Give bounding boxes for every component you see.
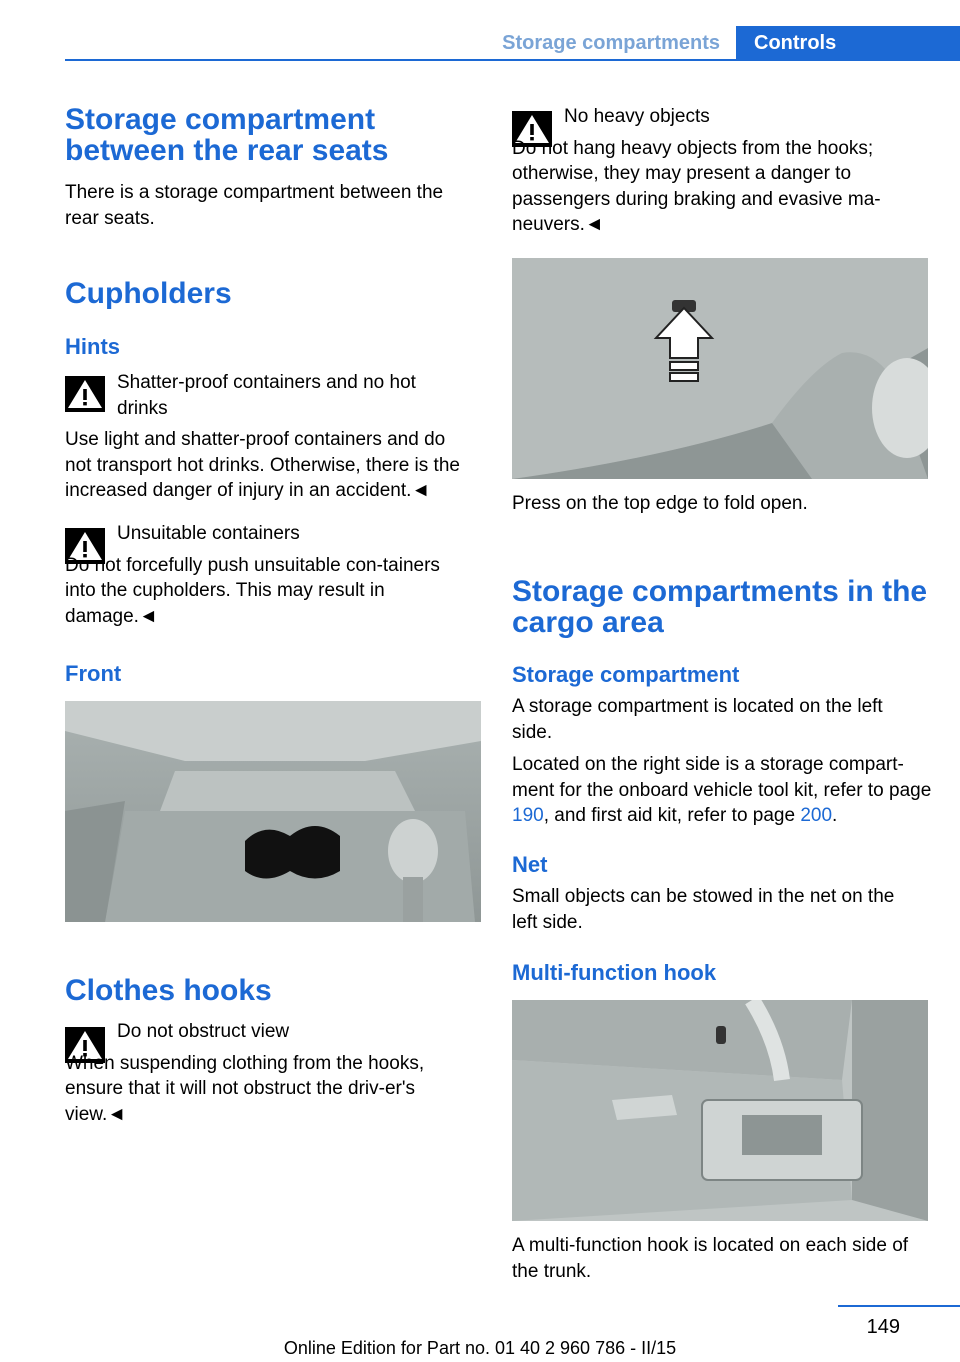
warning-title: Unsuitable containers — [117, 523, 300, 544]
clothes-hooks-heading: Clothes hooks — [65, 974, 272, 1007]
warning-text: Do not hang heavy objects from the hooks; otherwise, they may present a danger to passengers during braking and evasive ma-neuvers.◄ — [512, 137, 881, 235]
footer-rule — [838, 1305, 960, 1307]
multi-function-hook-text: A multi-function hook is located on each side of the trunk. — [512, 1235, 909, 1282]
warning-unsuitable-containers — [65, 521, 485, 629]
warning-obstruct-view — [65, 1019, 485, 1127]
text-segment: , and first aid kit, refer to page — [543, 805, 801, 826]
front-heading: Front — [65, 661, 122, 686]
storage-rear-seats-heading: Storage compartment between the rear seats — [65, 103, 389, 167]
page-number: 149 — [866, 1316, 900, 1338]
trunk-multi-function-hook-image — [512, 1000, 928, 1221]
storage-compartment-text: A storage compartment is located on the left side. — [512, 696, 883, 743]
multi-function-hook-heading: Multi-function hook — [512, 960, 717, 985]
warning-title: Do not obstruct view — [117, 1021, 290, 1042]
net-text: Small objects can be stowed in the net on the left side. — [512, 886, 895, 933]
edition-footer: Online Edition for Part no. 01 40 2 960 786 - II/15 — [283, 1338, 677, 1358]
hook-caption: Press on the top edge to fold open. — [512, 493, 808, 514]
cupholders-heading: Cupholders — [65, 277, 232, 310]
clothes-hook-image — [512, 258, 928, 479]
warning-shatter-proof — [65, 370, 485, 504]
right-side-compartment-text — [512, 752, 932, 829]
warning-heavy-objects — [512, 104, 932, 238]
text-segment: Located on the right side is a storage compart-ment for the onboard vehicle tool kit, refer to page — [512, 754, 932, 801]
hints-heading: Hints — [65, 334, 120, 359]
cargo-area-heading: Storage compartments in the cargo area — [512, 575, 928, 639]
warning-text: Use light and shatter-proof containers and do not transport hot drinks. Otherwise, there is the increased danger of injury in an accident.◄ — [65, 429, 460, 501]
storage-compartment-heading: Storage compartment — [512, 662, 740, 687]
header-chapter-tab[interactable]: Controls — [736, 26, 960, 60]
warning-text: Do not forcefully push unsuitable con-tainers into the cupholders. This may result in damage.◄ — [65, 554, 440, 627]
page-link-200[interactable]: 200 — [800, 805, 833, 826]
front-cupholder-image — [65, 701, 481, 922]
header-section-title: Storage compartments — [502, 32, 720, 54]
text-segment: . — [832, 805, 838, 826]
storage-rear-seats-text: There is a storage compartment between the rear seats. — [65, 182, 444, 229]
header-rule — [65, 59, 960, 61]
warning-text: When suspending clothing from the hooks, ensure that it will not obstruct the driv-er's view.◄ — [65, 1052, 425, 1125]
net-heading: Net — [512, 852, 548, 877]
warning-title: No heavy objects — [564, 106, 710, 127]
page-link-190[interactable]: 190 — [512, 805, 544, 826]
warning-title: Shatter-proof containers and no hot drinks — [117, 372, 416, 419]
